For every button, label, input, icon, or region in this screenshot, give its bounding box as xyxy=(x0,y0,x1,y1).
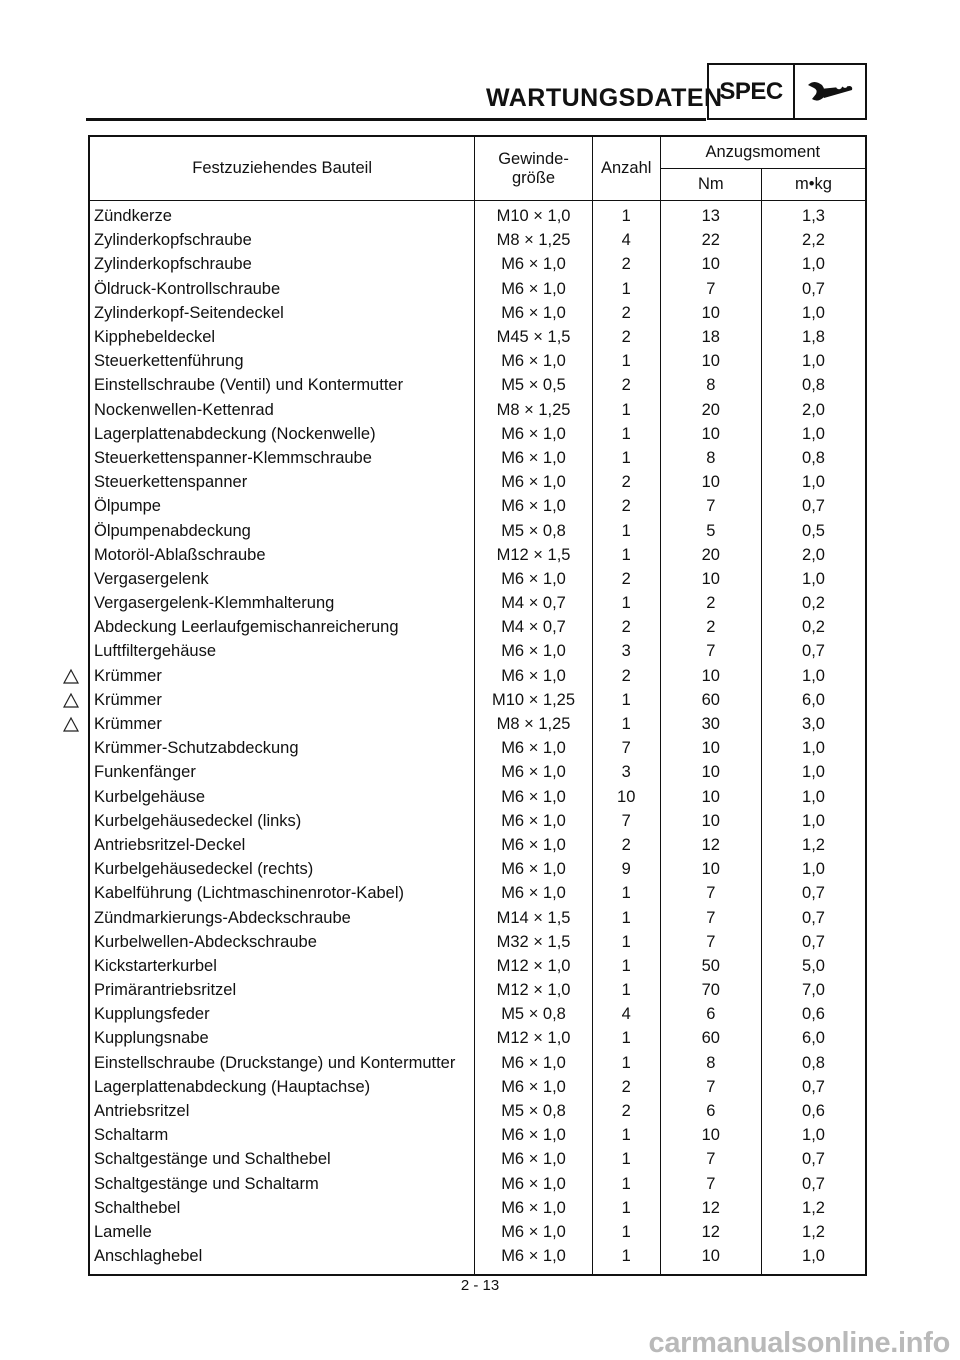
table-row xyxy=(89,954,866,978)
nm-cell: 12 xyxy=(660,1220,761,1244)
thread-cell: M6 × 1,0 xyxy=(475,567,593,591)
qty-cell: 1 xyxy=(592,398,660,422)
qty-cell: 2 xyxy=(592,1099,660,1123)
table-row xyxy=(89,712,866,736)
nm-cell: 10 xyxy=(660,349,761,373)
qty-cell: 1 xyxy=(592,422,660,446)
table-row xyxy=(89,1244,866,1275)
thread-cell: M6 × 1,0 xyxy=(475,1147,593,1171)
qty-cell: 1 xyxy=(592,1051,660,1075)
mkg-cell: 0,7 xyxy=(802,1077,825,1096)
table-row xyxy=(89,1123,866,1147)
thread-cell: M10 × 1,0 xyxy=(475,201,593,229)
table-row xyxy=(89,1002,866,1026)
nm-cell: 7 xyxy=(660,930,761,954)
nm-cell: 10 xyxy=(660,567,761,591)
part-cell: Einstellschraube (Druckstange) und Kontermutter xyxy=(89,1051,475,1075)
qty-cell: 1 xyxy=(592,349,660,373)
page-number: 2 - 13 xyxy=(460,1277,500,1294)
thread-cell: M6 × 1,0 xyxy=(475,809,593,833)
part-cell: Nockenwellen-Kettenrad xyxy=(89,398,475,422)
triangle-marker-icon xyxy=(62,716,80,734)
mkg-cell: 1,0 xyxy=(802,1247,825,1266)
mkg-cell: 0,7 xyxy=(802,1150,825,1169)
table-row xyxy=(89,325,866,349)
qty-cell: 1 xyxy=(592,591,660,615)
thread-cell: M6 × 1,0 xyxy=(475,422,593,446)
thread-cell: M6 × 1,0 xyxy=(475,1244,593,1275)
part-cell: Steuerkettenspanner-Klemmschraube xyxy=(89,446,475,470)
nm-cell: 2 xyxy=(660,591,761,615)
thread-cell: M5 × 0,8 xyxy=(475,518,593,542)
nm-cell: 10 xyxy=(660,785,761,809)
nm-cell: 5 xyxy=(660,518,761,542)
qty-cell: 1 xyxy=(592,1123,660,1147)
part-cell: Krümmer xyxy=(89,712,475,736)
mkg-cell: 1,2 xyxy=(802,1198,825,1217)
thread-cell: M6 × 1,0 xyxy=(475,252,593,276)
thread-cell: M12 × 1,0 xyxy=(475,1026,593,1050)
part-cell: Vergasergelenk xyxy=(89,567,475,591)
qty-cell: 7 xyxy=(592,809,660,833)
qty-cell: 1 xyxy=(592,1026,660,1050)
thread-cell: M5 × 0,8 xyxy=(475,1099,593,1123)
qty-cell: 1 xyxy=(592,277,660,301)
part-cell: Kickstarterkurbel xyxy=(89,954,475,978)
table-row xyxy=(89,688,866,712)
mkg-cell: 0,7 xyxy=(802,279,825,298)
part-cell: Kupplungsnabe xyxy=(89,1026,475,1050)
mkg-cell: 0,8 xyxy=(802,376,825,395)
part-cell: Kabelführung (Lichtmaschinenrotor-Kabel) xyxy=(89,881,475,905)
table-row xyxy=(89,1220,866,1244)
part-cell: Kupplungsfeder xyxy=(89,1002,475,1026)
header-torque: Anzugsmoment xyxy=(660,136,866,169)
mkg-cell: 1,0 xyxy=(802,473,825,492)
thread-cell: M6 × 1,0 xyxy=(475,1123,593,1147)
part-cell: Antriebsritzel-Deckel xyxy=(89,833,475,857)
nm-cell: 7 xyxy=(660,1075,761,1099)
mkg-cell: 0,7 xyxy=(802,908,825,927)
nm-cell: 20 xyxy=(660,398,761,422)
table-row xyxy=(89,809,866,833)
page-title: WARTUNGSDATEN xyxy=(486,84,723,112)
watermark: carmanualsonline.info xyxy=(648,1327,950,1359)
nm-cell: 7 xyxy=(660,881,761,905)
part-cell: Zylinderkopfschraube xyxy=(89,252,475,276)
mkg-cell: 3,0 xyxy=(802,715,825,734)
mkg-cell: 0,7 xyxy=(802,642,825,661)
table-row xyxy=(89,664,866,688)
thread-cell: M12 × 1,5 xyxy=(475,543,593,567)
nm-cell: 2 xyxy=(660,615,761,639)
mkg-cell: 1,2 xyxy=(802,835,825,854)
table-row xyxy=(89,349,866,373)
nm-cell: 10 xyxy=(660,252,761,276)
nm-cell: 60 xyxy=(660,1026,761,1050)
part-cell: Abdeckung Leerlaufgemischanreicherung xyxy=(89,615,475,639)
nm-cell: 10 xyxy=(660,1244,761,1275)
table-row xyxy=(89,736,866,760)
table-row xyxy=(89,567,866,591)
nm-cell: 10 xyxy=(660,664,761,688)
part-cell: Lagerplattenabdeckung (Hauptachse) xyxy=(89,1075,475,1099)
thread-cell: M6 × 1,0 xyxy=(475,639,593,663)
table-row xyxy=(89,398,866,422)
table-row xyxy=(89,446,866,470)
mkg-cell: 0,8 xyxy=(802,1053,825,1072)
part-cell: Antriebsritzel xyxy=(89,1099,475,1123)
mkg-cell: 0,7 xyxy=(802,497,825,516)
table-row xyxy=(89,785,866,809)
mkg-cell: 1,0 xyxy=(802,739,825,758)
section-badge xyxy=(707,63,867,120)
thread-cell: M6 × 1,0 xyxy=(475,1172,593,1196)
qty-cell: 3 xyxy=(592,639,660,663)
nm-cell: 7 xyxy=(660,639,761,663)
qty-cell: 4 xyxy=(592,1002,660,1026)
table-row xyxy=(89,760,866,784)
part-cell: Ölpumpe xyxy=(89,494,475,518)
table-row xyxy=(89,905,866,929)
triangle-marker-icon xyxy=(62,692,80,710)
header-nm: Nm xyxy=(660,169,761,201)
thread-cell: M6 × 1,0 xyxy=(475,736,593,760)
table-row xyxy=(89,881,866,905)
header-qty: Anzahl xyxy=(592,136,660,201)
nm-cell: 8 xyxy=(660,1051,761,1075)
mkg-cell: 2,2 xyxy=(802,231,825,250)
thread-cell: M6 × 1,0 xyxy=(475,1075,593,1099)
table-row xyxy=(89,1051,866,1075)
part-cell: Schaltarm xyxy=(89,1123,475,1147)
mkg-cell: 1,0 xyxy=(802,666,825,685)
table-row xyxy=(89,1075,866,1099)
qty-cell: 2 xyxy=(592,615,660,639)
table-row xyxy=(89,1099,866,1123)
qty-cell: 2 xyxy=(592,833,660,857)
qty-cell: 2 xyxy=(592,470,660,494)
mkg-cell: 1,8 xyxy=(802,328,825,347)
part-cell: Zylinderkopf-Seitendeckel xyxy=(89,301,475,325)
thread-cell: M8 × 1,25 xyxy=(475,712,593,736)
part-cell: Luftfiltergehäuse xyxy=(89,639,475,663)
part-cell: Vergasergelenk-Klemmhalterung xyxy=(89,591,475,615)
thread-cell: M6 × 1,0 xyxy=(475,349,593,373)
mkg-cell: 0,6 xyxy=(802,1005,825,1024)
table-row xyxy=(89,228,866,252)
nm-cell: 22 xyxy=(660,228,761,252)
thread-cell: M6 × 1,0 xyxy=(475,446,593,470)
wrench-icon xyxy=(795,65,865,118)
part-cell: Krümmer xyxy=(89,664,475,688)
qty-cell: 1 xyxy=(592,446,660,470)
table-row xyxy=(89,518,866,542)
mkg-cell: 1,0 xyxy=(802,787,825,806)
thread-cell: M6 × 1,0 xyxy=(475,881,593,905)
mkg-cell: 6,0 xyxy=(802,1029,825,1048)
header-rule xyxy=(86,118,706,121)
nm-cell: 10 xyxy=(660,1123,761,1147)
part-cell: Motoröl-Ablaßschraube xyxy=(89,543,475,567)
part-cell: Schalthebel xyxy=(89,1196,475,1220)
qty-cell: 9 xyxy=(592,857,660,881)
mkg-cell: 0,2 xyxy=(802,594,825,613)
qty-cell: 1 xyxy=(592,930,660,954)
thread-cell: M8 × 1,25 xyxy=(475,228,593,252)
mkg-cell: 1,0 xyxy=(802,569,825,588)
nm-cell: 6 xyxy=(660,1002,761,1026)
mkg-cell: 6,0 xyxy=(802,690,825,709)
table-row xyxy=(89,1172,866,1196)
table-row xyxy=(89,1026,866,1050)
thread-cell: M4 × 0,7 xyxy=(475,591,593,615)
qty-cell: 7 xyxy=(592,736,660,760)
thread-cell: M6 × 1,0 xyxy=(475,301,593,325)
table-row xyxy=(89,494,866,518)
nm-cell: 8 xyxy=(660,373,761,397)
nm-cell: 18 xyxy=(660,325,761,349)
qty-cell: 4 xyxy=(592,228,660,252)
mkg-cell: 5,0 xyxy=(802,956,825,975)
thread-cell: M6 × 1,0 xyxy=(475,1220,593,1244)
part-cell: Kurbelwellen-Abdeckschraube xyxy=(89,930,475,954)
qty-cell: 1 xyxy=(592,881,660,905)
mkg-cell: 2,0 xyxy=(802,545,825,564)
nm-cell: 20 xyxy=(660,543,761,567)
mkg-cell: 1,0 xyxy=(802,1126,825,1145)
qty-cell: 1 xyxy=(592,201,660,229)
nm-cell: 6 xyxy=(660,1099,761,1123)
spec-label: SPEC xyxy=(709,65,795,118)
table-row xyxy=(89,857,866,881)
table-row xyxy=(89,978,866,1002)
nm-cell: 7 xyxy=(660,277,761,301)
table-row xyxy=(89,591,866,615)
part-cell: Ölpumpenabdeckung xyxy=(89,518,475,542)
mkg-cell: 1,0 xyxy=(802,303,825,322)
mkg-cell: 1,0 xyxy=(802,424,825,443)
mkg-cell: 1,0 xyxy=(802,255,825,274)
part-cell: Anschlaghebel xyxy=(89,1244,475,1275)
qty-cell: 1 xyxy=(592,1196,660,1220)
thread-cell: M6 × 1,0 xyxy=(475,664,593,688)
qty-cell: 1 xyxy=(592,1147,660,1171)
thread-cell: M8 × 1,25 xyxy=(475,398,593,422)
table-row xyxy=(89,930,866,954)
nm-cell: 7 xyxy=(660,494,761,518)
qty-cell: 2 xyxy=(592,567,660,591)
thread-cell: M10 × 1,25 xyxy=(475,688,593,712)
nm-cell: 10 xyxy=(660,422,761,446)
nm-cell: 13 xyxy=(660,201,761,229)
mkg-cell: 1,0 xyxy=(802,763,825,782)
nm-cell: 10 xyxy=(660,301,761,325)
part-cell: Öldruck-Kontrollschraube xyxy=(89,277,475,301)
qty-cell: 1 xyxy=(592,954,660,978)
thread-cell: M5 × 0,5 xyxy=(475,373,593,397)
part-cell: Kurbelgehäusedeckel (links) xyxy=(89,809,475,833)
thread-cell: M6 × 1,0 xyxy=(475,1051,593,1075)
qty-cell: 2 xyxy=(592,373,660,397)
part-cell: Steuerkettenspanner xyxy=(89,470,475,494)
qty-cell: 2 xyxy=(592,301,660,325)
mkg-cell: 1,0 xyxy=(802,352,825,371)
table-row xyxy=(89,422,866,446)
part-cell: Lamelle xyxy=(89,1220,475,1244)
part-cell: Schaltgestänge und Schalthebel xyxy=(89,1147,475,1171)
mkg-cell: 0,7 xyxy=(802,932,825,951)
qty-cell: 2 xyxy=(592,325,660,349)
qty-cell: 1 xyxy=(592,688,660,712)
qty-cell: 1 xyxy=(592,905,660,929)
nm-cell: 7 xyxy=(660,905,761,929)
nm-cell: 50 xyxy=(660,954,761,978)
nm-cell: 7 xyxy=(660,1147,761,1171)
header-thread: Gewinde- größe xyxy=(475,136,593,201)
thread-cell: M12 × 1,0 xyxy=(475,954,593,978)
table-row xyxy=(89,470,866,494)
nm-cell: 10 xyxy=(660,857,761,881)
mkg-cell: 1,2 xyxy=(802,1222,825,1241)
part-cell: Funkenfänger xyxy=(89,760,475,784)
header-mkg: m•kg xyxy=(761,169,866,201)
mkg-cell: 0,2 xyxy=(802,618,825,637)
table-row xyxy=(89,277,866,301)
qty-cell: 1 xyxy=(592,712,660,736)
mkg-cell: 2,0 xyxy=(802,400,825,419)
part-cell: Lagerplattenabdeckung (Nockenwelle) xyxy=(89,422,475,446)
mkg-cell: 0,6 xyxy=(802,1102,825,1121)
thread-cell: M6 × 1,0 xyxy=(475,833,593,857)
table-row xyxy=(89,833,866,857)
qty-cell: 1 xyxy=(592,1172,660,1196)
thread-cell: M12 × 1,0 xyxy=(475,978,593,1002)
part-cell: Kurbelgehäuse xyxy=(89,785,475,809)
part-cell: Primärantriebsritzel xyxy=(89,978,475,1002)
table-row xyxy=(89,252,866,276)
qty-cell: 1 xyxy=(592,1220,660,1244)
qty-cell: 2 xyxy=(592,664,660,688)
mkg-cell: 0,7 xyxy=(802,884,825,903)
triangle-marker-icon xyxy=(62,668,80,686)
part-cell: Kipphebeldeckel xyxy=(89,325,475,349)
thread-cell: M6 × 1,0 xyxy=(475,785,593,809)
table-row xyxy=(89,639,866,663)
mkg-cell: 1,3 xyxy=(802,207,825,226)
qty-cell: 1 xyxy=(592,978,660,1002)
part-cell: Zylinderkopfschraube xyxy=(89,228,475,252)
mkg-cell: 0,5 xyxy=(802,521,825,540)
qty-cell: 1 xyxy=(592,543,660,567)
thread-cell: M6 × 1,0 xyxy=(475,470,593,494)
nm-cell: 12 xyxy=(660,1196,761,1220)
part-cell: Zündmarkierungs-Abdeckschraube xyxy=(89,905,475,929)
torque-table xyxy=(88,135,867,1276)
qty-cell: 2 xyxy=(592,1075,660,1099)
nm-cell: 10 xyxy=(660,736,761,760)
nm-cell: 70 xyxy=(660,978,761,1002)
qty-cell: 10 xyxy=(592,785,660,809)
qty-cell: 1 xyxy=(592,1244,660,1275)
header-part: Festzuziehendes Bauteil xyxy=(89,136,475,201)
part-cell: Krümmer-Schutzabdeckung xyxy=(89,736,475,760)
table-row xyxy=(89,301,866,325)
mkg-cell: 1,0 xyxy=(802,811,825,830)
thread-cell: M14 × 1,5 xyxy=(475,905,593,929)
mkg-cell: 7,0 xyxy=(802,981,825,1000)
nm-cell: 10 xyxy=(660,760,761,784)
thread-cell: M6 × 1,0 xyxy=(475,494,593,518)
part-cell: Steuerkettenführung xyxy=(89,349,475,373)
table-row xyxy=(89,373,866,397)
nm-cell: 12 xyxy=(660,833,761,857)
table-row xyxy=(89,201,866,229)
mkg-cell: 1,0 xyxy=(802,860,825,879)
qty-cell: 1 xyxy=(592,518,660,542)
nm-cell: 10 xyxy=(660,809,761,833)
thread-cell: M6 × 1,0 xyxy=(475,760,593,784)
thread-cell: M6 × 1,0 xyxy=(475,857,593,881)
qty-cell: 2 xyxy=(592,252,660,276)
thread-cell: M6 × 1,0 xyxy=(475,277,593,301)
thread-cell: M32 × 1,5 xyxy=(475,930,593,954)
nm-cell: 60 xyxy=(660,688,761,712)
thread-cell: M5 × 0,8 xyxy=(475,1002,593,1026)
part-cell: Zündkerze xyxy=(89,201,475,229)
nm-cell: 30 xyxy=(660,712,761,736)
part-cell: Einstellschraube (Ventil) und Kontermutter xyxy=(89,373,475,397)
part-cell: Kurbelgehäusedeckel (rechts) xyxy=(89,857,475,881)
thread-cell: M45 × 1,5 xyxy=(475,325,593,349)
part-cell: Krümmer xyxy=(89,688,475,712)
qty-cell: 2 xyxy=(592,494,660,518)
qty-cell: 3 xyxy=(592,760,660,784)
mkg-cell: 0,7 xyxy=(802,1174,825,1193)
part-cell: Schaltgestänge und Schaltarm xyxy=(89,1172,475,1196)
nm-cell: 7 xyxy=(660,1172,761,1196)
mkg-cell: 0,8 xyxy=(802,448,825,467)
nm-cell: 10 xyxy=(660,470,761,494)
table-row xyxy=(89,615,866,639)
thread-cell: M6 × 1,0 xyxy=(475,1196,593,1220)
thread-cell: M4 × 0,7 xyxy=(475,615,593,639)
table-row xyxy=(89,1147,866,1171)
table-row xyxy=(89,543,866,567)
nm-cell: 8 xyxy=(660,446,761,470)
table-row xyxy=(89,1196,866,1220)
